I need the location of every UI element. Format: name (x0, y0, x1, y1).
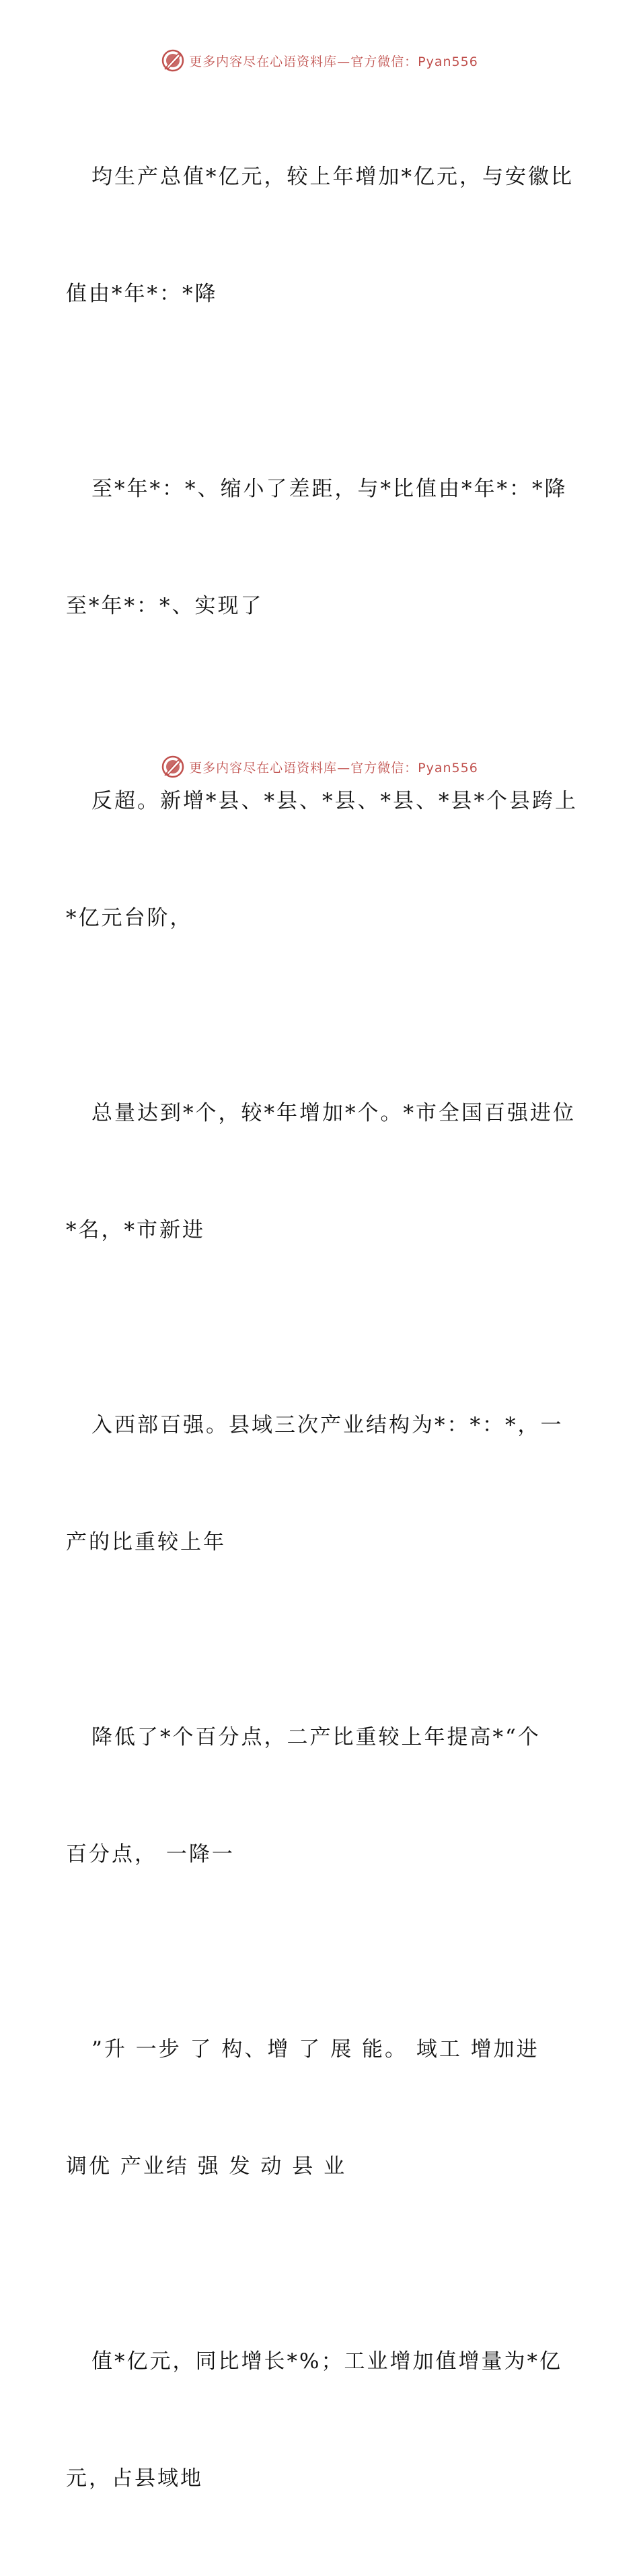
paragraph-4 (66, 1016, 577, 1328)
paragraph-line: 降低了*个百分点，二产比重较上年提高*“个 (91, 1725, 541, 1749)
paragraph-line: 入西部百强。县域三次产业结构为*：*：*，一 (91, 1413, 564, 1437)
paragraph-line: 均生产总值*亿元，较上年增加*亿元，与安徽比 (91, 165, 574, 189)
paragraph-line: 反超。新增*县、*县、*县、*县、*县*个县跨上 (91, 789, 578, 813)
paragraph-7 (66, 1952, 577, 2264)
paragraph-line: 产的比重较上年 (66, 1530, 226, 1554)
paragraph-8 (66, 2264, 577, 2576)
document-body (66, 79, 577, 2576)
paragraph-line: 调优 产业结 强 发 动 县 业 (66, 2154, 347, 2179)
paragraph-6 (66, 1640, 577, 1952)
paragraph-line: 总量达到*个，较*年增加*个。*市全国百强进位 (91, 1101, 576, 1125)
paragraph-1 (66, 79, 577, 391)
paragraph-line: 值由*年*：*降 (66, 282, 218, 306)
paragraph-line: 元，占县域地 (66, 2466, 203, 2491)
quill-pen-seal-icon (161, 755, 185, 779)
footer-banner (0, 753, 639, 780)
paragraph-line: 百分点， 一降一 (66, 1842, 235, 1866)
paragraph-2 (66, 391, 577, 704)
paragraph-line: 至*年*：*、缩小了差距，与*比值由*年*：*降 (91, 477, 568, 501)
footer-banner-text: 更多内容尽在心语资料库—官方微信：Pyan556 (189, 760, 478, 775)
paragraph-line: 值*亿元，同比增长*%；工业增加值增量为*亿 (91, 2349, 562, 2374)
paragraph-line: *亿元台阶， (66, 906, 193, 930)
paragraph-line: ”升 一步 了 构、增 了 展 能。 域工 增加进 (91, 2037, 539, 2061)
paragraph-5 (66, 1328, 577, 1640)
paragraph-3 (66, 704, 577, 1016)
quill-pen-seal-icon (161, 48, 185, 73)
header-banner-text: 更多内容尽在心语资料库—官方微信：Pyan556 (189, 54, 478, 69)
paragraph-line: *名，*市新进 (66, 1218, 205, 1242)
header-banner (0, 47, 639, 74)
paragraph-line: 至*年*：*、实现了 (66, 594, 264, 618)
